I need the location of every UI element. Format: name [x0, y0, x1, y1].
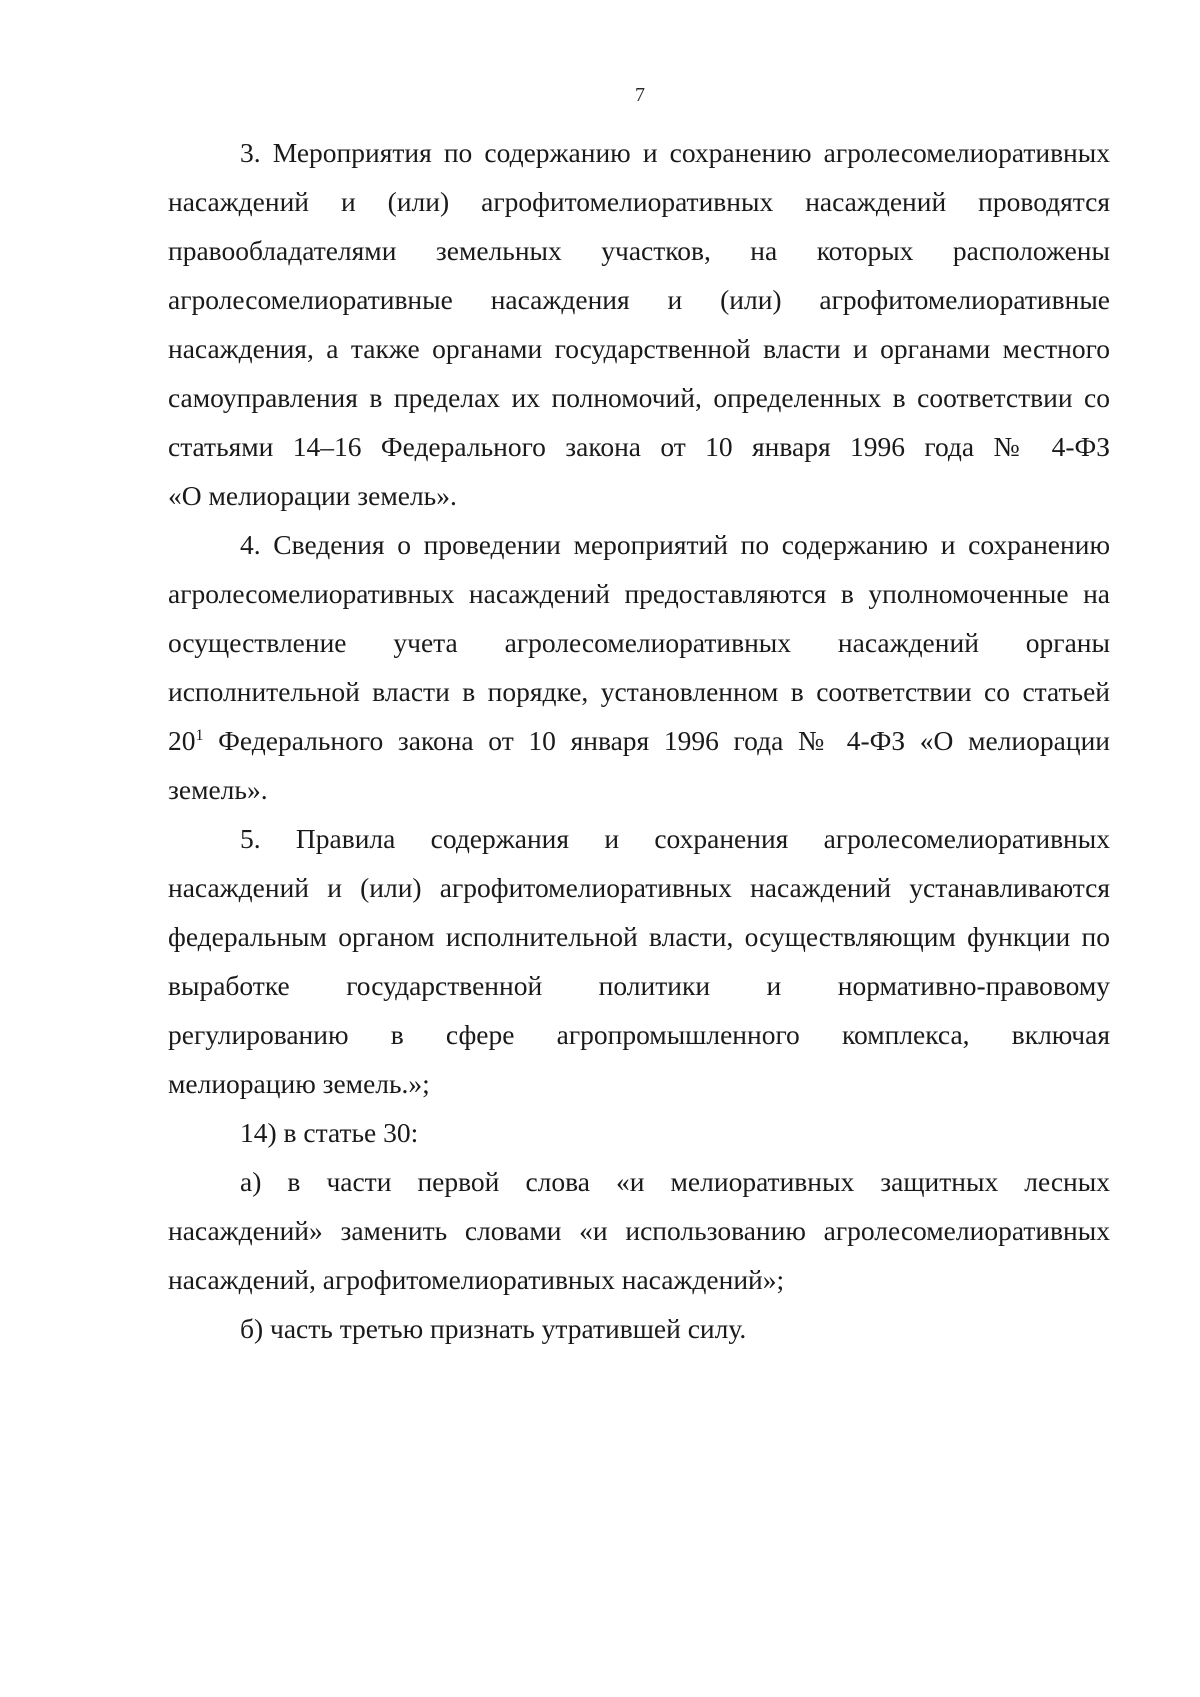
article-superscript: 1: [195, 726, 204, 744]
text-line: самоуправления в пределах их полномочий, определенных в соответствии со: [168, 382, 1110, 413]
text-fragment: Федерального закона от 10 января 1996 года № 4-ФЗ «О мелиорации: [203, 725, 1110, 756]
paragraph-5: [168, 814, 1110, 1108]
text-line: 4. Сведения о проведении мероприятий по содержанию и сохранению: [240, 529, 1110, 560]
text-line: насаждений и (или) агрофитомелиоративных насаждений устанавливаются: [168, 872, 1110, 903]
text-line: земель».: [168, 774, 268, 805]
text-line: б) часть третью признать утратившей силу.: [240, 1313, 747, 1344]
page-number: 7: [635, 84, 645, 106]
text-line: регулированию в сфере агропромышленного комплекса, включая: [168, 1019, 1110, 1050]
text-line: насаждения, а также органами государственной власти и органами местного: [168, 333, 1110, 364]
text-line: насаждений, агрофитомелиоративных насаждений»;: [168, 1264, 785, 1295]
text-line: «О мелиорации земель».: [168, 480, 457, 511]
text-line: агролесомелиоративных насаждений предоставляются в уполномоченные на: [168, 578, 1110, 609]
text-line: выработке государственной политики и нормативно-правовому: [168, 970, 1110, 1001]
text-line-with-superscript: [168, 716, 1110, 765]
text-line: 5. Правила содержания и сохранения агролесомелиоративных: [240, 823, 1110, 854]
text-line: правообладателями земельных участков, на которых расположены: [168, 235, 1110, 266]
text-line: исполнительной власти в порядке, установленном в соответствии со статьей: [168, 676, 1110, 707]
text-line: 14) в статье 30:: [240, 1117, 419, 1148]
document-body: [168, 128, 1110, 1353]
text-line: 3. Мероприятия по содержанию и сохранению агролесомелиоративных: [240, 137, 1110, 168]
text-line: агролесомелиоративные насаждения и (или) агрофитомелиоративные: [168, 284, 1110, 315]
article-number: 20: [168, 725, 196, 756]
text-line: насаждений и (или) агрофитомелиоративных насаждений проводятся: [168, 186, 1110, 217]
paragraph-4: [168, 520, 1110, 814]
text-line: осуществление учета агролесомелиоративных насаждений органы: [168, 627, 1110, 658]
subitem-b: [168, 1304, 1110, 1353]
text-line: а) в части первой слова «и мелиоративных защитных лесных: [240, 1166, 1110, 1197]
paragraph-3: [168, 128, 1110, 520]
text-line: статьями 14–16 Федерального закона от 10 января 1996 года № 4-ФЗ: [168, 431, 1110, 462]
item-14: [168, 1108, 1110, 1157]
text-line: насаждений» заменить словами «и использованию агролесомелиоративных: [168, 1215, 1110, 1246]
subitem-a: [168, 1157, 1110, 1304]
text-line: мелиорацию земель.»;: [168, 1068, 430, 1099]
text-line: федеральным органом исполнительной власти, осуществляющим функции по: [168, 921, 1110, 952]
